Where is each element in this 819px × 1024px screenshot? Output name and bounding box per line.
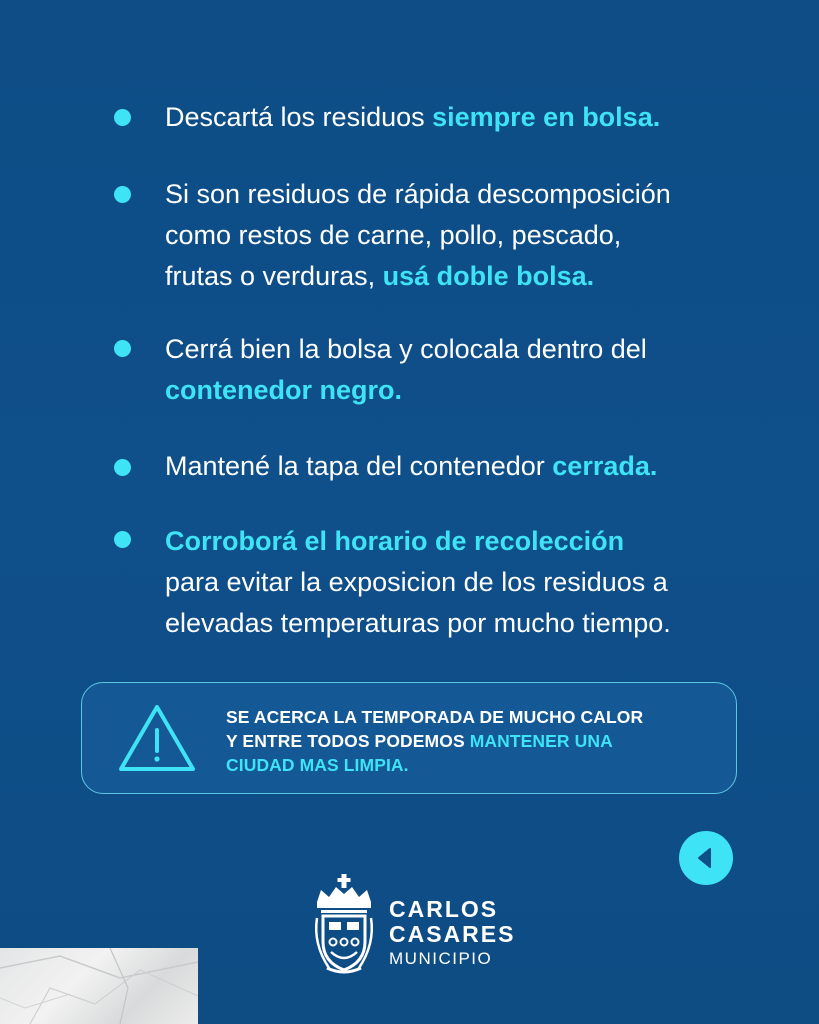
bullet-dot [114,109,131,126]
bullet-text [165,329,765,411]
warning-highlight: MANTENER UNA [469,731,613,751]
bullet-highlight: siempre en bolsa. [432,102,661,132]
warning-line: Y ENTRE TODOS PODEMOS [226,731,470,751]
chevron-left-icon [679,831,733,885]
bullet-highlight: contenedor negro. [165,375,403,405]
bullet-highlight: cerrada. [552,451,658,481]
warning-highlight: CIUDAD MAS LIMPIA. [226,755,409,775]
warning-line: SE ACERCA LA TEMPORADA DE MUCHO CALOR [226,707,644,727]
bullet-line: como restos de carne, pollo, pescado, [165,220,622,250]
back-button[interactable] [679,831,733,885]
bullet-line: frutas o verduras, [165,261,383,291]
warning-triangle-icon [116,702,198,774]
bullet-dot [114,340,131,357]
logo-subtitle: MUNICIPIO [389,949,493,968]
warning-message [226,705,706,777]
bullet-dot [114,531,131,548]
bullet-highlight: usá doble bolsa. [382,261,595,291]
paper-texture [0,948,198,1024]
logo-name-line: CASARES [389,921,516,947]
bullet-dot [114,186,131,203]
municipality-logo [389,897,589,970]
logo-name-line: CARLOS [389,896,499,922]
bullet-line: Cerrá bien la bolsa y colocala dentro del [165,334,647,364]
bullet-line: Mantené la tapa del contenedor [165,451,553,481]
bullet-text [165,446,765,487]
bullet-line: para evitar la exposicion de los residuos a [165,567,668,597]
bullet-line: elevadas temperaturas por mucho tiempo. [165,608,671,638]
bullet-text [165,174,765,297]
bullet-line: Descartá los residuos [165,102,433,132]
bullet-text [165,97,765,138]
municipal-crest-icon [309,872,379,978]
bullet-dot [114,459,131,476]
bullet-text [165,521,765,644]
bullet-line: Si son residuos de rápida descomposición [165,179,671,209]
bullet-highlight: Corroborá el horario de recolección [165,526,625,556]
